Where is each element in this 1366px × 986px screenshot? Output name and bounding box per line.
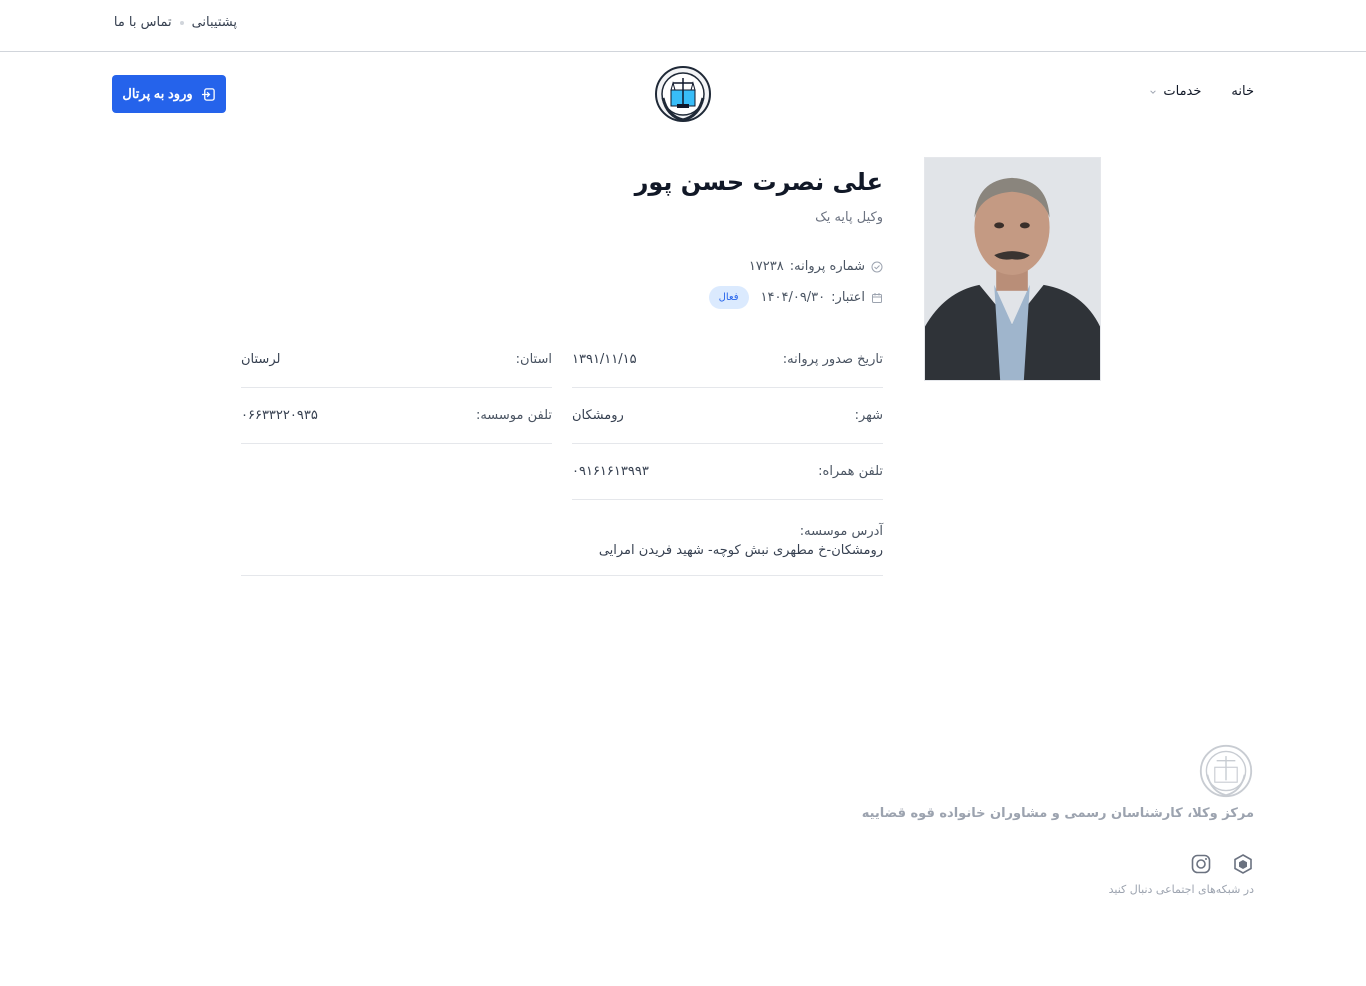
issue-date-field <box>572 332 883 388</box>
check-circle-icon <box>871 261 883 273</box>
province-value: لرستان <box>241 352 281 367</box>
issue-date-label: تاریخ صدور پروانه: <box>782 352 883 367</box>
license-info <box>749 259 883 274</box>
license-number: ۱۷۲۳۸ <box>748 259 784 274</box>
issue-date-value: ۱۳۹۱/۱۱/۱۵ <box>572 352 637 367</box>
judiciary-logo[interactable] <box>653 64 713 124</box>
address-value: رومشکان-خ مطهری نبش کوچه- شهید فریدن امرایی <box>598 543 883 558</box>
nav-home-label: خانه <box>1231 84 1254 99</box>
social-follow-text: در شبکه‌های اجتماعی دنبال کنید <box>1108 883 1254 896</box>
office-phone-value: ۰۶۶۳۳۲۲۰۹۳۵ <box>241 408 318 423</box>
city-field <box>572 388 883 444</box>
site-header <box>0 52 1366 136</box>
validity-date: ۱۴۰۴/۰۹/۳۰ <box>760 290 826 305</box>
mobile-field <box>572 444 883 500</box>
license-label: شماره پروانه: <box>789 259 865 274</box>
validity-label: اعتبار: <box>831 290 865 305</box>
status-badge: فعال <box>709 286 749 309</box>
nav-services[interactable] <box>1149 84 1201 99</box>
footer-logo <box>1198 743 1254 799</box>
instagram-icon[interactable] <box>1190 853 1212 875</box>
mobile-label: تلفن همراه: <box>818 464 883 479</box>
mobile-value: ۰۹۱۶۱۶۱۳۹۹۳ <box>572 464 649 479</box>
portal-login-label: ورود به پرتال <box>122 86 193 101</box>
social-links <box>1190 853 1254 875</box>
main-nav <box>1149 84 1254 99</box>
nav-home[interactable] <box>1231 84 1254 99</box>
chevron-down-icon <box>1149 88 1157 96</box>
office-phone-field <box>241 388 552 444</box>
login-icon <box>201 87 216 102</box>
lawyer-photo <box>924 157 1101 381</box>
province-label: استان: <box>515 352 552 367</box>
top-bar <box>0 0 1366 52</box>
validity-info <box>709 286 883 309</box>
footer-org-name: مرکز وکلا، کارشناسان رسمی و مشاوران خانواده قوه قضاییه <box>861 806 1254 821</box>
top-links <box>114 15 237 30</box>
support-link[interactable]: پشتیبانی <box>191 15 237 30</box>
nav-services-label: خدمات <box>1163 84 1202 99</box>
contact-link[interactable]: تماس با ما <box>113 15 172 30</box>
portal-login-button[interactable] <box>112 75 226 113</box>
city-label: شهر: <box>854 408 883 423</box>
rubika-icon[interactable] <box>1232 853 1254 875</box>
calendar-icon <box>871 292 883 304</box>
link-separator <box>180 21 184 25</box>
lawyer-title: وکیل پایه یک <box>815 210 883 225</box>
city-value: رومشکان <box>572 408 624 423</box>
lawyer-name: علی نصرت حسن پور <box>634 168 883 196</box>
province-field <box>241 332 552 388</box>
address-label: آدرس موسسه: <box>799 524 883 539</box>
office-phone-label: تلفن موسسه: <box>475 408 552 423</box>
address-field <box>241 524 883 576</box>
